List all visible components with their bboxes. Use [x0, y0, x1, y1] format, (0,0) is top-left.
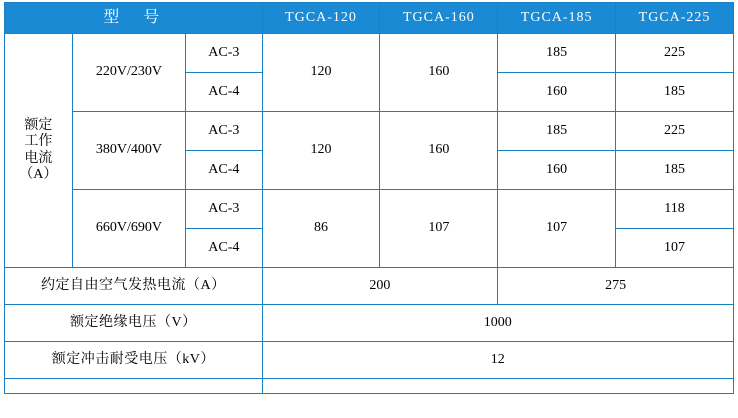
value-380v-tgca120: 120: [262, 112, 380, 190]
impulse-voltage-value: 12: [262, 342, 733, 379]
value-380v-ac4-tgca225: 185: [616, 151, 734, 190]
value-220v-tgca160: 160: [380, 34, 498, 112]
value-220v-tgca120: 120: [262, 34, 380, 112]
thermal-current-value-right: 275: [498, 268, 734, 305]
thermal-current-value-left: 200: [262, 268, 498, 305]
impulse-voltage-label: 额定冲击耐受电压（kV）: [5, 342, 263, 379]
duty-ac3-220v: AC-3: [186, 34, 262, 73]
value-380v-ac3-tgca225: 225: [616, 112, 734, 151]
duty-ac4-660v: AC-4: [186, 229, 262, 268]
insulation-voltage-value: 1000: [262, 305, 733, 342]
partial-row-value: [262, 379, 733, 394]
value-660v-ac3-tgca225: 118: [616, 190, 734, 229]
voltage-220v: 220V/230V: [72, 34, 185, 112]
value-660v-ac4-tgca225: 107: [616, 229, 734, 268]
table-row: [5, 305, 734, 342]
value-380v-ac3-tgca185: 185: [498, 112, 616, 151]
table-row: [5, 34, 734, 73]
rated-current-label-line-3: 电流: [24, 150, 53, 166]
value-380v-tgca160: 160: [380, 112, 498, 190]
rated-current-label-line-2: 工作: [24, 134, 53, 150]
rated-current-label: [5, 34, 73, 268]
voltage-660v: 660V/690V: [72, 190, 185, 268]
value-660v-tgca120: 86: [262, 190, 380, 268]
value-220v-ac4-tgca225: 185: [616, 73, 734, 112]
value-660v-tgca185: 107: [498, 190, 616, 268]
value-380v-ac4-tgca185: 160: [498, 151, 616, 190]
header-model-4: TGCA-225: [616, 3, 734, 34]
value-660v-tgca160: 107: [380, 190, 498, 268]
value-220v-ac4-tgca185: 160: [498, 73, 616, 112]
header-model-3: TGCA-185: [498, 3, 616, 34]
table-row: [5, 268, 734, 305]
header-model-label: 型 号: [5, 3, 263, 34]
table-row: [5, 190, 734, 229]
rated-current-label-line-4: （A）: [19, 166, 58, 182]
specification-table: [4, 2, 734, 394]
voltage-380v: 380V/400V: [72, 112, 185, 190]
header-model-2: TGCA-160: [380, 3, 498, 34]
table-header-row: [5, 3, 734, 34]
partial-row-label: [5, 379, 263, 394]
duty-ac3-660v: AC-3: [186, 190, 262, 229]
value-220v-ac3-tgca185: 185: [498, 34, 616, 73]
duty-ac3-380v: AC-3: [186, 112, 262, 151]
value-220v-ac3-tgca225: 225: [616, 34, 734, 73]
table-row-partial: [5, 379, 734, 394]
duty-ac4-380v: AC-4: [186, 151, 262, 190]
table-row: [5, 342, 734, 379]
duty-ac4-220v: AC-4: [186, 73, 262, 112]
insulation-voltage-label: 额定绝缘电压（V）: [5, 305, 263, 342]
header-model-1: TGCA-120: [262, 3, 380, 34]
table-row: [5, 112, 734, 151]
rated-current-label-line-1: 额定: [24, 118, 53, 134]
thermal-current-label: 约定自由空气发热电流（A）: [5, 268, 263, 305]
